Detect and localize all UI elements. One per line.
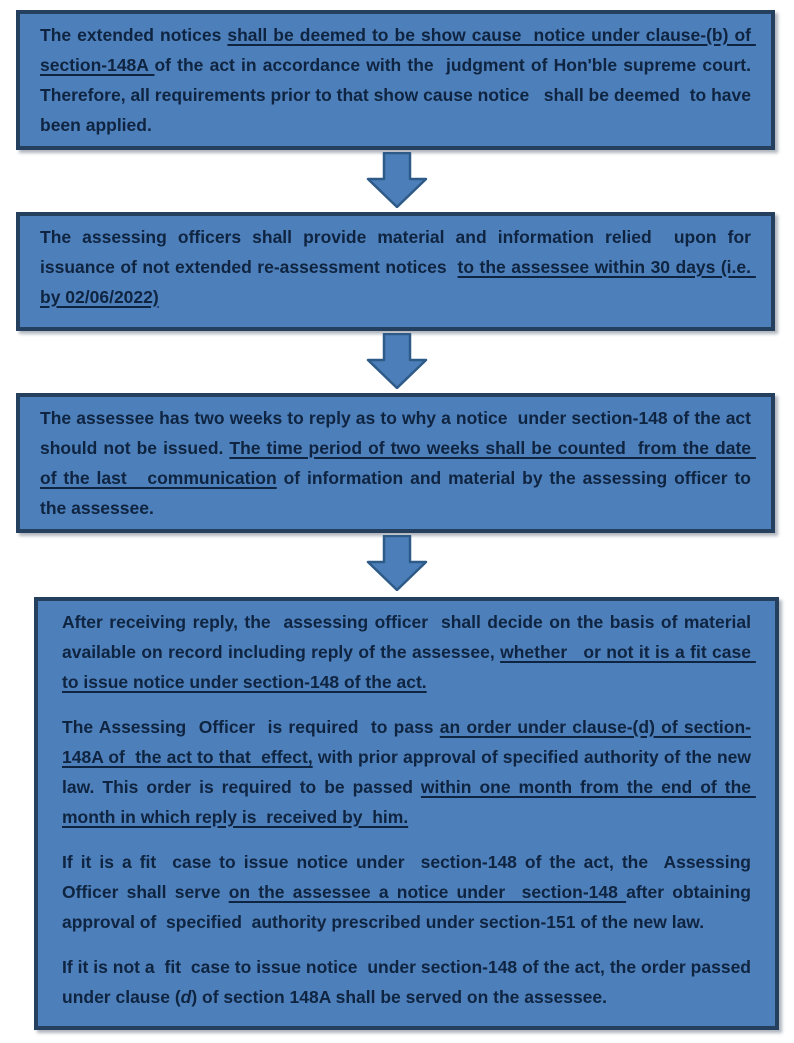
step-1-text: The extended notices shall be deemed to be show cause notice under clause-(b) of section-148A of the act in accordance with the judgment of Hon'ble supreme court. Therefore, all requirements prior to that show cause notice shall be deemed to have been applied. [40,25,756,135]
flow-box-step-2 [16,212,775,331]
step-4-paragraph-3: If it is a fit case to issue notice under section-148 of the act, the Assessing Officer shall serve on the assessee a notice under section-148 after obtaining approval of specified authority prescribed under section-151 of the new law. [62,852,756,932]
step-4-paragraph-4: If it is not a fit case to issue notice under section-148 of the act, the order passed under clause (d) of section 148A shall be served on the assessee. [62,957,756,1007]
flow-box-step-3 [16,393,775,533]
down-arrow-icon [0,152,794,208]
step-4-paragraph-1: After receiving reply, the assessing officer shall decide on the basis of material available on record including reply of the assessee, whether or not it is a fit case to issue notice under section-148 of the act. [62,612,756,692]
down-arrow-icon [0,333,794,389]
step-2-text: The assessing officers shall provide material and information relied upon for issuance of not extended re-assessment notices to the assessee within 30 days (i.e. by 02/06/2022) [40,227,756,307]
flow-box-step-4 [34,597,779,1030]
step-4-paragraph-2: The Assessing Officer is required to pass an order under clause-(d) of section-148A of the act to that effect, with prior approval of specified authority of the new law. This order is required to be passed within one month from the end of the month in which reply is received by him. [62,717,756,827]
down-arrow-icon [0,535,794,591]
flow-box-step-1 [16,10,775,150]
step-3-text: The assessee has two weeks to reply as to why a notice under section-148 of the act should not be issued. The time period of two weeks shall be counted from the date of the last communication of information and material by the assessing officer to the assessee. [40,408,756,518]
